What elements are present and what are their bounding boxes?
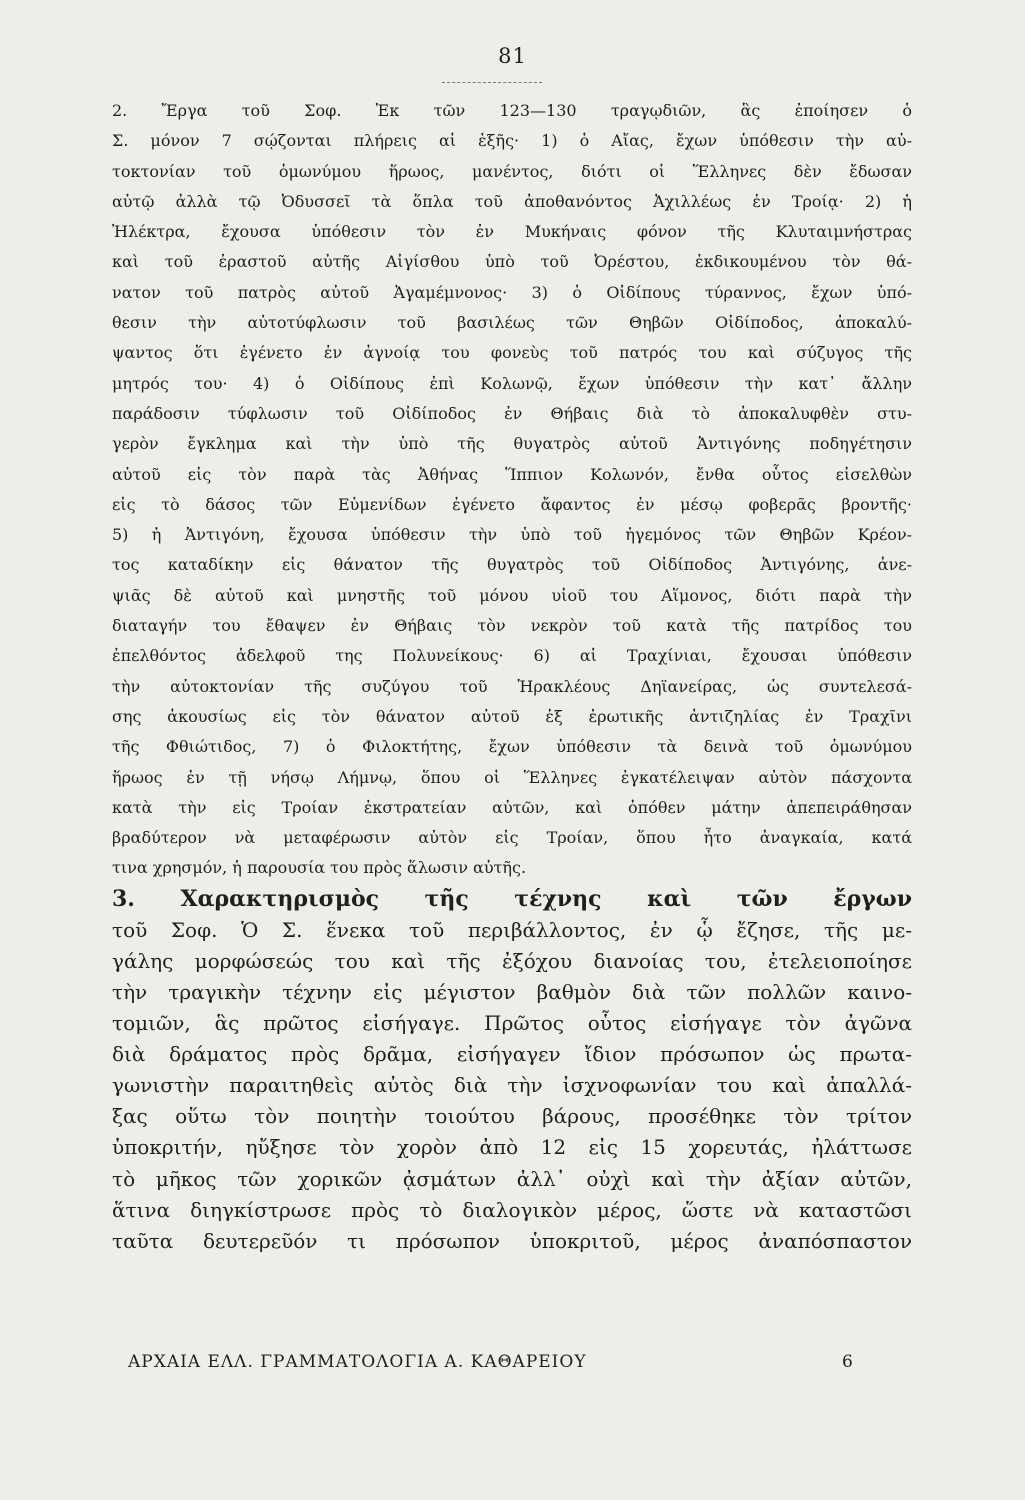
text-line: εἰς τὸ δάσος τῶν Εὐμενίδων ἐγένετο ἄφαντος ἐν μέσῳ φοβερᾶς βροντῆς· — [112, 494, 912, 514]
text-line: γωνιστὴν παραιτηθεὶς αὐτὸς διὰ τὴν ἰσχνοφωνίαν του καὶ ἀπαλλά- — [112, 1073, 912, 1098]
text-line: τὸ μῆκος τῶν χορικῶν ᾀσμάτων ἀλλ᾽ οὐχὶ καὶ τὴν ἀξίαν αὐτῶν, — [112, 1166, 912, 1191]
text-line: τοῦ Σοφ. Ὁ Σ. ἕνεκα τοῦ περιβάλλοντος, ἐν ᾧ ἔζησε, τῆς με- — [112, 917, 912, 942]
footer-title: ΑΡΧΑΙΑ ΕΛΛ. ΓΡΑΜΜΑΤΟΛΟΓΙΑ Α. ΚΑΘΑΡΕΙΟΥ — [128, 1352, 587, 1372]
text-line: σης ἀκουσίως εἰς τὸν θάνατον αὐτοῦ ἐξ ἐρωτικῆς ἀντιζηλίας ἐν Τραχῖνι — [112, 706, 912, 726]
text-line: 2. Ἔργα τοῦ Σοφ. Ἐκ τῶν 123—130 τραγῳδιῶν, ἃς ἐποίησεν ὁ — [112, 101, 912, 120]
text-line: τὴν τραγικὴν τέχνην εἰς μέγιστον βαθμὸν διὰ τῶν πολλῶν καινο- — [112, 980, 912, 1004]
text-line: τινα χρησμόν, ἡ παρουσία του πρὸς ἅλωσιν αὐτῆς. — [112, 858, 527, 878]
body-text — [112, 96, 912, 1257]
text-line: τοκτονίαν τοῦ ὁμωνύμου ἥρωος, μανέντος, διότι οἱ Ἕλληνες δὲν ἔδωσαν — [112, 161, 912, 181]
text-line: 5) ἡ Ἀντιγόνη, ἔχουσα ὑπόθεσιν τὴν ὑπὸ τοῦ ἡγεμόνος τῶν Θηβῶν Κρέον- — [112, 525, 912, 545]
text-line: Σ. μόνον 7 σῴζονται πλήρεις αἱ ἑξῆς· 1) ὁ Αἴας, ἔχων ὑπόθεσιν τὴν αὐ- — [112, 131, 912, 151]
text-line: καὶ τοῦ ἐραστοῦ αὐτῆς Αἰγίσθου ὑπὸ τοῦ Ὀρέστου, ἐκδικουμένου τὸν θά- — [112, 252, 912, 272]
text-line: θεσιν τὴν αὐτοτύφλωσιν τοῦ βασιλέως τῶν Θηβῶν Οἰδίποδος, ἀποκαλύ- — [112, 313, 912, 333]
footer-signature: 6 — [842, 1352, 853, 1372]
text-line: αὐτῷ ἀλλὰ τῷ Ὀδυσσεῖ τὰ ὅπλα τοῦ ἀποθανόντος Ἀχιλλέως ἐν Τροίᾳ· 2) ἡ — [112, 191, 912, 211]
text-line: μητρός του· 4) ὁ Οἰδίπους ἐπὶ Κολωνῷ, ἔχων ὑπόθεσιν τὴν κατ᾽ ἄλλην — [112, 373, 912, 393]
text-line: βραδύτερον νὰ μεταφέρωσιν αὐτὸν εἰς Τροίαν, ὅπου ἦτο ἀναγκαία, κατά — [112, 828, 912, 848]
text-line: παράδοσιν τύφλωσιν τοῦ Οἰδίποδος ἐν Θήβαις διὰ τὸ ἀποκαλυφθὲν στυ- — [112, 403, 912, 423]
text-line: ταῦτα δευτερεῦόν τι πρόσωπον ὑποκριτοῦ, μέρος ἀναπόσπαστον — [112, 1228, 912, 1253]
text-line: ἐπελθόντος ἀδελφοῦ της Πολυνείκους· 6) αἱ Τραχίνιαι, ἔχουσαι ὑπόθεσιν — [112, 646, 912, 666]
text-line: Ἠλέκτρα, ἔχουσα ὑπόθεσιν τὸν ἐν Μυκήναις φόνον τῆς Κλυταιμνήστρας — [112, 222, 912, 242]
text-line: ξας οὕτω τὸν ποιητὴν τοιούτου βάρους, προσέθηκε τὸν τρίτον — [112, 1104, 912, 1129]
text-line: νατον τοῦ πατρὸς αὐτοῦ Ἀγαμέμνονος· 3) ὁ Οἰδίπους τύραννος, ἔχων ὑπό- — [112, 282, 912, 302]
text-line: τος καταδίκην εἰς θάνατον τῆς θυγατρὸς τοῦ Οἰδίποδος Ἀντιγόνης, ἀνε- — [112, 555, 912, 575]
text-line: διὰ δράματος πρὸς δρᾶμα, εἰσήγαγεν ἴδιον πρόσωπον ὡς πρωτα- — [112, 1042, 912, 1067]
text-line: ψαντος ὅτι ἐγένετο ἐν ἀγνοίᾳ του φονεὺς τοῦ πατρός του καὶ σύζυγος τῆς — [112, 343, 912, 363]
text-line: τῆς Φθιώτιδος, 7) ὁ Φιλοκτήτης, ἔχων ὑπόθεσιν τὰ δεινὰ τοῦ ὁμωνύμου — [112, 737, 912, 757]
text-line: αὐτοῦ εἰς τὸν παρὰ τὰς Ἀθήνας Ἵππιον Κολωνόν, ἔνθα οὗτος εἰσελθὼν — [112, 464, 912, 484]
text-line: γάλης μορφώσεώς του καὶ τῆς ἐξόχου διανοίας του, ἐτελειοποίησε — [112, 948, 912, 973]
text-line: κατὰ τὴν εἰς Τροίαν ἐκστρατείαν αὐτῶν, καὶ ὁπόθεν μάτην ἀπεπειράθησαν — [112, 797, 912, 817]
text-line: ψιᾶς δὲ αὐτοῦ καὶ μνηστῆς τοῦ μόνου υἱοῦ του Αἵμονος, διότι παρὰ τὴν — [112, 585, 912, 605]
text-line: ἥρωος ἐν τῇ νήσῳ Λήμνῳ, ὅπου οἱ Ἕλληνες ἐγκατέλειψαν αὐτὸν πάσχοντα — [112, 767, 912, 787]
text-line: διαταγήν του ἔθαψεν ἐν Θήβαις τὸν νεκρὸν τοῦ κατὰ τῆς πατρίδος του — [112, 616, 912, 636]
page-number: 81 — [498, 44, 527, 68]
text-line: τομιῶν, ἃς πρῶτος εἰσήγαγε. Πρῶτος οὗτος εἰσήγαγε τὸν ἀγῶνα — [112, 1011, 912, 1036]
text-line: γερὸν ἔγκλημα καὶ τὴν ὑπὸ τῆς θυγατρὸς αὐτοῦ Ἀντιγόνης ποδηγέτησιν — [112, 434, 912, 454]
text-line: ὑποκριτήν, ηὔξησε τὸν χορὸν ἀπὸ 12 εἰς 15 χορευτάς, ἠλάττωσε — [112, 1135, 912, 1160]
text-line: ἅτινα διηγκίστρωσε πρὸς τὸ διαλογικὸν μέρος, ὥστε νὰ καταστῶσι — [112, 1197, 912, 1222]
header-rule — [442, 82, 542, 83]
section-heading: 3. Χαρακτηρισμὸς τῆς τέχνης καὶ τῶν ἔργων — [112, 885, 912, 912]
text-line: τὴν αὐτοκτονίαν τῆς συζύγου τοῦ Ἡρακλέους Δηϊανείρας, ὡς συντελεσά- — [112, 676, 912, 696]
